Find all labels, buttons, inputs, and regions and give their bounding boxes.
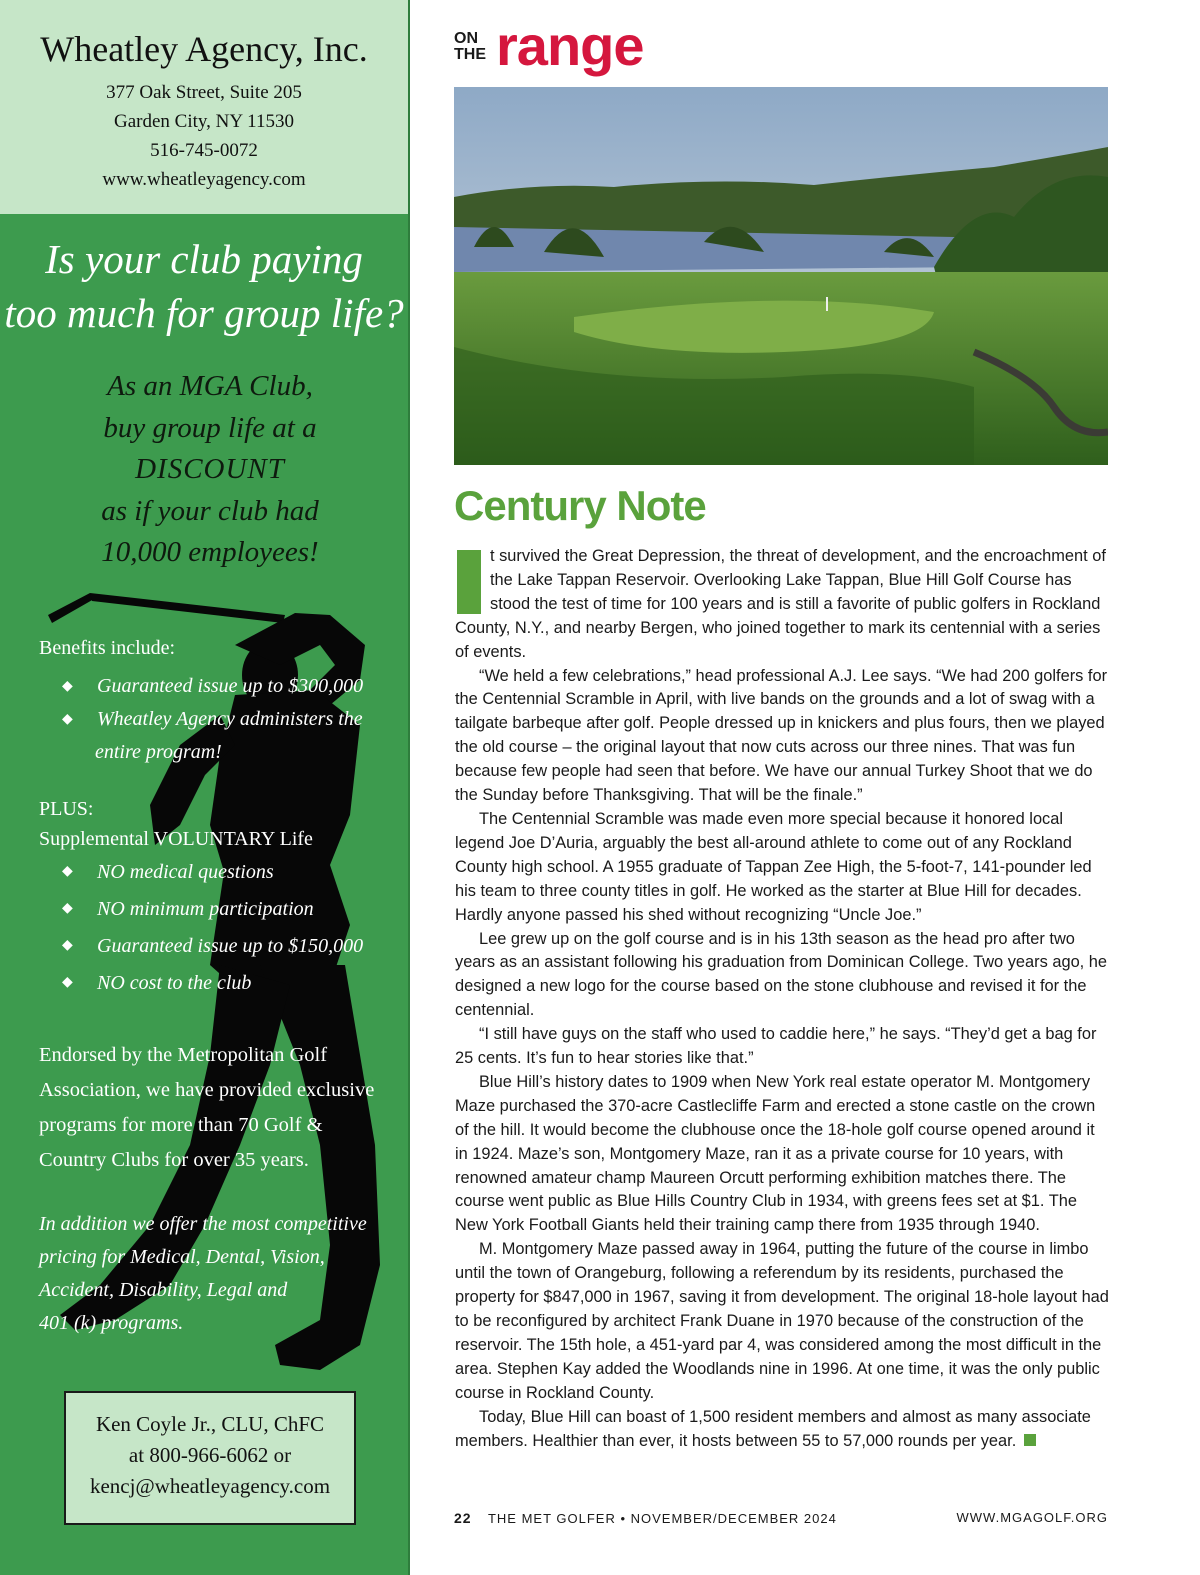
bullet-diamond-icon: ◆ — [62, 679, 73, 694]
offer-line: pricing for Medical, Dental, Vision, — [39, 1246, 325, 1268]
publication-info: THE MET GOLFER • NOVEMBER/DECEMBER 2024 — [487, 1511, 837, 1526]
offer-line: In addition we offer the most competitive — [39, 1213, 367, 1235]
ad-sub-line-2: buy group life at a — [103, 411, 317, 444]
ad-address-line-2: Garden City, NY 11530 — [114, 111, 294, 132]
contact-box — [64, 1391, 356, 1525]
endorsement-text — [39, 1038, 399, 1178]
article-paragraph: M. Montgomery Maze passed away in 1964, putting the future of the course in limbo until the town of Orangeburg, following a referendum by its residents, purchased the property for $847,000 in 1967, saving it from development. The original 18-hole layout had to be reconfigured by architect Frank Duane in 1970 because of the construction of the reservoir. The 15th hole, a 451-yard par 4, was considered among the most difficult in the area. Stephen Kay added the Woodlands nine in 1996. At one time, it was the only public course in Rockland County. — [455, 1240, 1109, 1402]
page-footer — [454, 1510, 1108, 1526]
plus-list — [60, 858, 400, 1006]
article-paragraph: “We held a few celebrations,” head professional A.J. Lee says. “We had 200 golfers for the Centennial Scramble in April, with live bands on the grounds and a lot of swag with a tailgate barbeque after golf. People dressed up in knickers and plus fours, then we played the old course – the original layout that now cuts across our three nines. That was fun because few people had seen that before. We have our annual Turkey Shoot that we do the Sunday before Thanksgiving. That will be the finale.” — [455, 666, 1108, 805]
benefit-text: Guaranteed issue up to $300,000 — [97, 675, 364, 697]
contact-email: kencj@wheatleyagency.com — [89, 1474, 331, 1498]
benefits-title: Benefits include: — [39, 637, 176, 659]
ad-headline-line-1: Is your club paying — [45, 236, 363, 282]
plus-title: PLUS: — [39, 798, 94, 820]
golf-course-photo — [454, 87, 1108, 465]
plus-item — [60, 969, 400, 1006]
plus-item-text: NO medical questions — [97, 861, 274, 883]
ad-sub-line-5: 10,000 employees! — [101, 536, 319, 568]
benefit-item — [60, 670, 400, 703]
ad-headline-line-2: too much for group life? — [4, 290, 404, 336]
article-paragraph-text: Today, Blue Hill can boast of 1,500 resident members and almost as many associate members. Healthier than ever, it hosts between 55 to 57,000 rounds per year. — [455, 1407, 1091, 1450]
endorsement-line: Endorsed by the Metropolitan Golf — [39, 1044, 328, 1066]
ad-address-line-1: 377 Oak Street, Suite 205 — [106, 82, 302, 103]
article-paragraph: “I still have guys on the staff who used to caddie here,” he says. “They’d get a bag for 25 cents. It’s fun to hear stories like that.” — [455, 1025, 1097, 1068]
contact-name: Ken Coyle Jr., CLU, ChFC — [95, 1412, 325, 1436]
plus-item — [60, 932, 400, 969]
ad-sub-line-4: as if your club had — [101, 494, 319, 527]
benefit-item — [60, 703, 400, 736]
ad-subheadline — [0, 366, 420, 574]
bullet-diamond-icon: ◆ — [62, 864, 73, 879]
article-paragraph: Blue Hill’s history dates to 1909 when New York real estate operator M. Montgomery Maze purchased the 370-acre Castlecliffe Farm and erected a stone castle on the crown of the hill. It would become the clubhouse once the 18-hole golf course opened around it in 1924. Maze’s son, Montgomery Maze, ran it as a private course for 10 years, with renowned amateur champ Maureen Orcutt performing exhibition matches there. The course went public as Blue Hills Country Club in 1934, with greens fees set at $1. The New York Football Giants held their training camp there from 1935 through 1940. — [455, 1072, 1096, 1235]
end-mark-icon — [1024, 1434, 1036, 1446]
endorsement-line: Association, we have provided exclusive — [39, 1079, 375, 1101]
ad-company-name: Wheatley Agency, Inc. — [40, 29, 368, 69]
dropcap-i-icon — [457, 550, 481, 614]
bullet-diamond-icon: ◆ — [62, 938, 73, 953]
wheatley-advertisement — [0, 0, 410, 1575]
plus-subtitle: Supplemental VOLUNTARY Life — [39, 828, 313, 850]
ad-sub-line-3: DISCOUNT — [135, 453, 285, 485]
article-paragraph — [455, 1406, 1110, 1454]
article-paragraph — [455, 545, 1110, 665]
plus-item-text: NO minimum participation — [97, 898, 314, 920]
article-paragraph: The Centennial Scramble was made even more special because it honored local legend Joe D’Auria, arguably the best all-around athlete to come out of any Rockland County high school. A 1955 graduate of Tappan Zee High, the 5-foot-7, 141-pounder led his team to three county titles in golf. He worked as the starter at Blue Hill for decades. Hardly anyone passed his shed without recognizing “Uncle Joe.” — [455, 809, 1092, 924]
article-paragraph-text: t survived the Great Depression, the threat of development, and the encroachment of the Lake Tappan Reservoir. Overlooking Lake Tappan, Blue Hill Golf Course has stood the test of time for 100 years and is still a favorite of public golfers in Rockland County, N.Y., and nearby Bergen, who joined together to mark its centennial with a series of events. — [455, 547, 1106, 661]
article-paragraph: Lee grew up on the golf course and is in his 13th season as the head pro after two years as an assistant following his graduation from Dominican College. Two years ago, he designed a new logo for the course based on the stone clubhouse and revised it for the centennial. — [455, 929, 1108, 1020]
bullet-diamond-icon: ◆ — [62, 975, 73, 990]
ad-headline — [0, 232, 408, 340]
plus-item — [60, 858, 400, 895]
section-label-range: range — [496, 14, 644, 77]
contact-phone: at 800-966-6062 or — [128, 1443, 292, 1467]
offer-text — [39, 1208, 399, 1340]
benefit-text: entire program! — [95, 741, 222, 763]
offer-line: Accident, Disability, Legal and — [39, 1279, 288, 1301]
footer-website: WWW.MGAGOLF.ORG — [956, 1510, 1108, 1525]
benefit-item-continued — [60, 736, 400, 769]
ad-website: www.wheatleyagency.com — [102, 169, 306, 190]
ad-sub-line-1: As an MGA Club, — [107, 370, 313, 402]
bullet-diamond-icon: ◆ — [62, 901, 73, 916]
ad-header — [0, 0, 408, 214]
section-label-on: ON — [454, 30, 478, 47]
endorsement-line: programs for more than 70 Golf & — [39, 1114, 323, 1136]
section-label-the: THE — [454, 46, 486, 63]
article-title: Century Note — [454, 482, 706, 529]
ad-phone: 516-745-0072 — [150, 140, 258, 161]
bullet-diamond-icon: ◆ — [62, 712, 73, 727]
plus-item-text: NO cost to the club — [97, 972, 252, 994]
plus-item — [60, 895, 400, 932]
article-body — [455, 545, 1110, 1453]
page-number: 22 — [454, 1510, 472, 1526]
offer-line: 401 (k) programs. — [39, 1312, 184, 1334]
benefits-list — [60, 670, 400, 769]
benefit-text: Wheatley Agency administers the — [97, 708, 363, 730]
plus-section — [39, 794, 313, 854]
endorsement-line: Country Clubs for over 35 years. — [39, 1149, 309, 1171]
plus-item-text: Guaranteed issue up to $150,000 — [97, 935, 364, 957]
